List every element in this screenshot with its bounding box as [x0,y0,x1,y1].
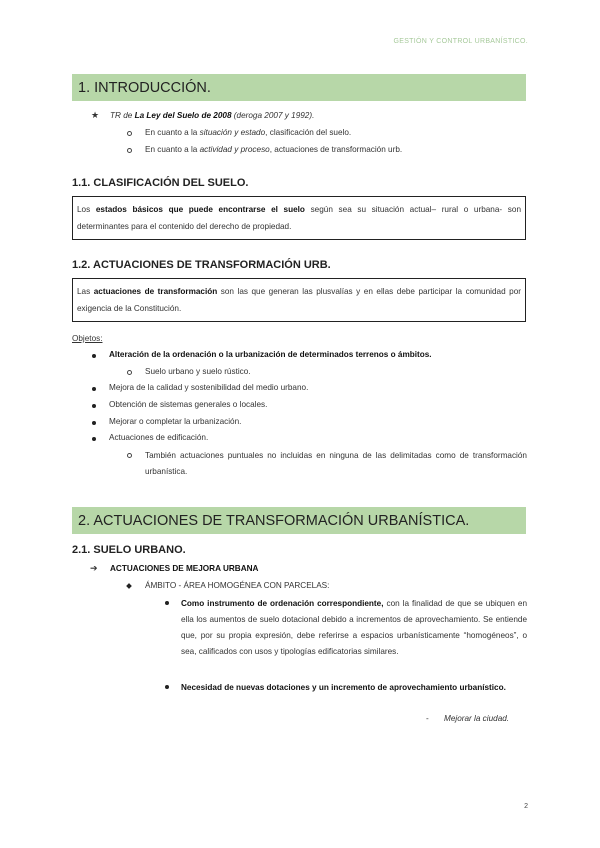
page-number: 2 [524,803,528,810]
intro-line: TR de La Ley del Suelo de 2008 (deroga 2007 y 1992). [110,111,315,120]
definition-box-estados: Los estados básicos que puede encontrarse el suelo según sea su situación actual– rural o urbana- son determinantes para el contenido del derecho de propiedad. [72,196,526,240]
intro-sub-item: En cuanto a la actividad y proceso, actuaciones de transformación urb. [145,145,403,154]
objetivo-item: Obtención de sistemas generales o locales. [109,400,268,409]
running-header: GESTIÓN Y CONTROL URBANÍSTICO. [393,38,528,45]
section-1-heading [72,74,526,101]
diamond-item: ÁMBITO - ÁREA HOMOGÉNEA CON PARCELAS: [145,581,330,590]
arrow-right-icon: ➔ [90,563,98,573]
intro-sub-item: En cuanto a la situación y estado, clasificación del suelo. [145,128,352,137]
arrow-item: ACTUACIONES DE MEJORA URBANA [110,564,259,573]
dash-bullet: - [426,714,429,723]
bullet-dot-icon [92,404,96,408]
bullet-dot-icon [165,601,169,605]
law-title: La Ley del Suelo de 2008 [134,111,232,120]
section-2-heading [72,507,526,534]
diamond-bullet-icon [126,583,132,589]
star-icon: ★ [91,110,100,120]
objetivo-item: Actuaciones de edificación. [109,433,209,442]
definition-box-actuaciones: Las actuaciones de transformación son las que generan las plusvalías y en ellas debe participar la comunidad por exigencia de la Constitución. [72,278,526,322]
mejora-paragraph-2: Necesidad de nuevas dotaciones y un incremento de aprovechamiento urbanístico. [181,683,506,692]
hollow-bullet-icon [127,148,132,153]
subsection-1-2-heading: 1.2. ACTUACIONES DE TRANSFORMACIÓN URB. [72,259,331,271]
subsection-2-1-heading: 2.1. SUELO URBANO. [72,544,186,556]
objetivo-sub-item: Suelo urbano y suelo rústico. [145,367,251,376]
mejora-paragraph-1: Como instrumento de ordenación correspondiente, con la finalidad de que se ubiquen en ella los aumentos de suelo dotacional debido a incrementos de aprovechamiento. Se entiende que, por su propia expresión, debe referirse a espacios urbanísticamente “homogéneos”, o sea, calificados con usos y tipologías edificatorias similares. [181,599,527,656]
section-2-heading-text: 2. ACTUACIONES DE TRANSFORMACIÓN URBANÍSTICA. [78,512,470,529]
objetivo-item: Alteración de la ordenación o la urbanización de determinados terrenos o ámbitos. [109,350,432,359]
dash-item: Mejorar la ciudad. [444,714,510,723]
bullet-dot-icon [92,354,96,358]
objetivo-sub-item: También actuaciones puntuales no incluidas en ninguna de las delimitadas como de transformación urbanística. [145,451,527,476]
subsection-1-1-heading: 1.1. CLASIFICACIÓN DEL SUELO. [72,177,249,189]
objetivos-label: Objetos: [72,334,103,343]
objetivo-item: Mejora de la calidad y sostenibilidad del medio urbano. [109,383,309,392]
hollow-bullet-icon [127,453,132,458]
bullet-dot-icon [92,437,96,441]
bullet-dot-icon [165,685,169,689]
hollow-bullet-icon [127,131,132,136]
section-1-heading-text: 1. INTRODUCCIÓN. [78,79,211,96]
hollow-bullet-icon [127,370,132,375]
bullet-dot-icon [92,421,96,425]
bullet-dot-icon [92,387,96,391]
objetivo-item: Mejorar o completar la urbanización. [109,417,242,426]
